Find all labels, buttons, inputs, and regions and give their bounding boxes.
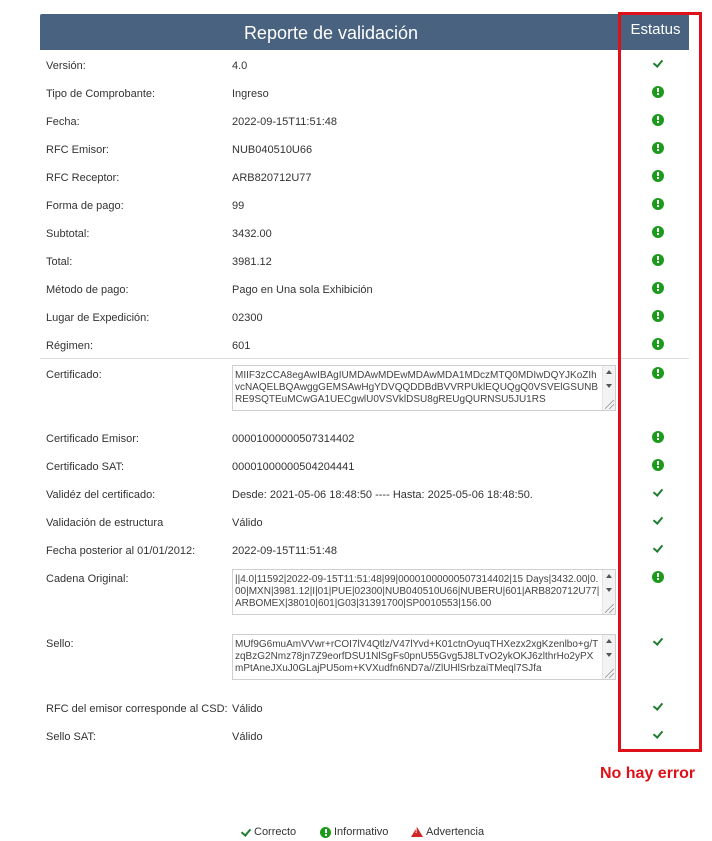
row-label: Método de pago:: [46, 284, 129, 296]
report-row: [40, 535, 689, 563]
row-value: Válido: [232, 731, 263, 743]
report-row: [40, 479, 689, 507]
scroll-down-arrow-icon[interactable]: [606, 588, 612, 592]
row-value: Ingreso: [232, 88, 269, 100]
row-label: Régimen:: [46, 340, 94, 352]
row-label: Sello SAT:: [46, 731, 96, 743]
status-highlight-box: [618, 12, 702, 752]
scroll-up-arrow-icon[interactable]: [606, 639, 612, 643]
row-label: Certificado SAT:: [46, 461, 125, 473]
row-value: ARB820712U77: [232, 172, 312, 184]
row-label: Validéz del certificado:: [46, 489, 156, 501]
info-circle-icon: [320, 827, 331, 838]
report-row: [40, 721, 689, 749]
value-textarea[interactable]: [232, 634, 616, 680]
report-row: [40, 628, 689, 693]
row-label: Versión:: [46, 60, 86, 72]
row-label: Fecha:: [46, 116, 80, 128]
report-row: [40, 563, 689, 628]
report-row: [40, 218, 689, 246]
row-value: Válido: [232, 703, 263, 715]
validation-report: [40, 14, 689, 749]
row-value: 3432.00: [232, 228, 272, 240]
report-row: [40, 190, 689, 218]
legend-warning-label: Advertencia: [426, 826, 485, 838]
row-value: 00001000000507314402: [232, 433, 355, 445]
warning-triangle-icon: [411, 827, 423, 837]
scroll-up-arrow-icon[interactable]: [606, 574, 612, 578]
legend-warning: [411, 826, 484, 838]
report-row: [40, 507, 689, 535]
scroll-down-arrow-icon[interactable]: [606, 384, 612, 388]
row-label: RFC Receptor:: [46, 172, 120, 184]
row-label: Lugar de Expedición:: [46, 312, 150, 324]
row-label: Validación de estructura: [46, 517, 164, 529]
row-label: Fecha posterior al 01/01/2012:: [46, 545, 196, 557]
resize-handle-icon[interactable]: [605, 604, 614, 613]
row-value: Pago en Una sola Exhibición: [232, 284, 373, 296]
report-row: [40, 106, 689, 134]
legend-info: [320, 826, 388, 838]
status-column-header: Estatus: [630, 21, 681, 38]
row-label: RFC Emisor:: [46, 144, 109, 156]
resize-handle-icon[interactable]: [605, 669, 614, 678]
row-label: Total:: [46, 256, 73, 268]
checkmark-icon: [240, 827, 251, 838]
value-textarea[interactable]: [232, 569, 616, 615]
row-value: 99: [232, 200, 245, 212]
report-row: [40, 693, 689, 721]
row-label: Tipo de Comprobante:: [46, 88, 156, 100]
report-row: [40, 50, 689, 78]
row-value: 4.0: [232, 60, 248, 72]
row-value: NUB040510U66: [232, 144, 313, 156]
textarea-content: MUf9G6muAmVVwr+rCOI7lV4Qtlz/V47lYvd+K01ctnOyuqTHXezx2xgKzenlbo+g/TzqBzG2Nmz78jn7Z9eorfDSU1NlSgFs0pnU55Gvg5J8LTvO2ykOKJ6zlthrHo2yPXmPtAneJXuJ0GLajPU5om+KVXudfn6ND7a//ZlUHlSrbzaiTMeql7SJfa: [235, 639, 599, 674]
scroll-down-arrow-icon[interactable]: [606, 653, 612, 657]
textarea-content: ||4.0|11592|2022-09-15T11:51:48|99|00001000000507314402|15 Days|3432.00|0.00|MXN|3981.12|I|01|PUE|02300|NUB040510U66|NUBERU|601|ARB820712U77|ARBOMEX|38010|601|G03|31391700|SP0010553|156.00: [235, 574, 600, 609]
row-value: 3981.12: [232, 256, 272, 268]
row-label: Certificado:: [46, 369, 102, 381]
report-row: [40, 134, 689, 162]
row-label: Certificado Emisor:: [46, 433, 139, 445]
report-row: [40, 274, 689, 302]
row-label: RFC del emisor corresponde al CSD:: [46, 703, 228, 715]
row-value: 2022-09-15T11:51:48: [232, 116, 337, 128]
report-rows: [40, 50, 689, 749]
scroll-up-arrow-icon[interactable]: [606, 370, 612, 374]
row-value: 2022-09-15T11:51:48: [232, 545, 337, 557]
row-value: 601: [232, 340, 251, 352]
row-label: Cadena Original:: [46, 573, 129, 585]
report-row: [40, 162, 689, 190]
legend-correct: [240, 826, 296, 838]
row-value: Válido: [232, 517, 263, 529]
report-row: [40, 423, 689, 451]
legend-correct-label: Correcto: [254, 826, 297, 838]
row-value: 02300: [232, 312, 263, 324]
row-value: Desde: 2021-05-06 18:48:50 ---- Hasta: 2025-05-06 18:48:50.: [232, 489, 533, 501]
row-label: Subtotal:: [46, 228, 90, 240]
row-label: Sello:: [46, 638, 74, 650]
report-header: [40, 14, 689, 50]
value-textarea[interactable]: [232, 365, 616, 411]
resize-handle-icon[interactable]: [605, 400, 614, 409]
report-row: [40, 451, 689, 479]
report-row: [40, 330, 689, 358]
report-row: [40, 358, 689, 423]
report-row: [40, 246, 689, 274]
report-row: [40, 78, 689, 106]
legend-info-label: Informativo: [334, 826, 389, 838]
no-error-annotation: No hay error: [600, 765, 696, 782]
report-title: Reporte de validación: [243, 23, 419, 43]
row-value: 00001000000504204441: [232, 461, 355, 473]
row-label: Forma de pago:: [46, 200, 124, 212]
report-row: [40, 302, 689, 330]
textarea-content: MIIF3zCCA8egAwIBAgIUMDAwMDEwMDAwMDA1MDczMTQ0MDIwDQYJKoZIhvcNAQELBQAwggGEMSAwHgYDVQQDDBdBVVRPUklEQUQgQ0VSVElGSUNBRE9SQTEuMCwGA1UECgwlU0VSVklDSU8gREUgQURNSU5JU1RS: [235, 370, 599, 405]
